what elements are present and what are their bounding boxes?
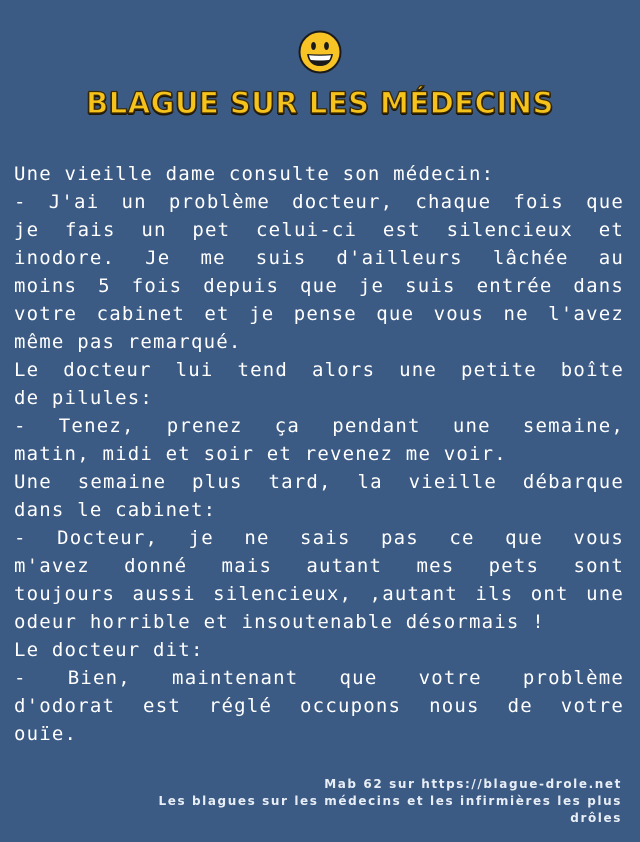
caption-line: Les blagues sur les médecins et les infirmières les plus	[158, 794, 622, 808]
author-credit: Mab 62 sur https://blague-drole.net	[324, 777, 622, 791]
joke-line: même pas remarqué.	[14, 331, 242, 353]
joke-line: Le docteur dit:	[14, 639, 204, 661]
joke-line: de pilules:	[14, 387, 154, 409]
joke-line: toujours aussi silencieux, ,autant ils ont une	[14, 583, 624, 605]
joke-line: - Tenez, prenez ça pendant une semaine,	[14, 415, 624, 437]
joke-line: - Bien, maintenant que votre problème	[14, 667, 624, 689]
joke-line: Une semaine plus tard, la vieille débarque	[14, 471, 624, 493]
joke-line: votre cabinet et je pense que vous ne l'avez	[14, 303, 624, 325]
caption-line: drôles	[570, 811, 622, 825]
joke-line: matin, midi et soir et revenez me voir.	[14, 443, 507, 465]
joke-line: Une vieille dame consulte son médecin:	[14, 163, 495, 185]
footer	[158, 776, 622, 827]
joke-line: - J'ai un problème docteur, chaque fois que	[14, 191, 624, 213]
joke-text	[14, 160, 624, 748]
joke-line: dans le cabinet:	[14, 499, 217, 521]
joke-line: d'odorat est réglé occupons nous de votre	[14, 695, 624, 717]
joke-line: - Docteur, je ne sais pas ce que vous	[14, 527, 624, 549]
joke-line: Le docteur lui tend alors une petite boîte	[14, 359, 624, 381]
emoji-container	[0, 30, 640, 74]
joke-line: odeur horrible et insoutenable désormais !	[14, 611, 545, 633]
joke-line: moins 5 fois depuis que je suis entrée dans	[14, 275, 624, 297]
page-title: BLAGUE SUR LES MÉDECINS	[86, 86, 554, 120]
joke-line: je fais un pet celui-ci est silencieux et	[14, 219, 624, 241]
grinning-face-icon	[298, 30, 342, 74]
joke-line: m'avez donné mais autant mes pets sont	[14, 555, 624, 577]
joke-line: inodore. Je me suis d'ailleurs lâchée au	[14, 247, 624, 269]
joke-line: ouïe.	[14, 723, 78, 745]
